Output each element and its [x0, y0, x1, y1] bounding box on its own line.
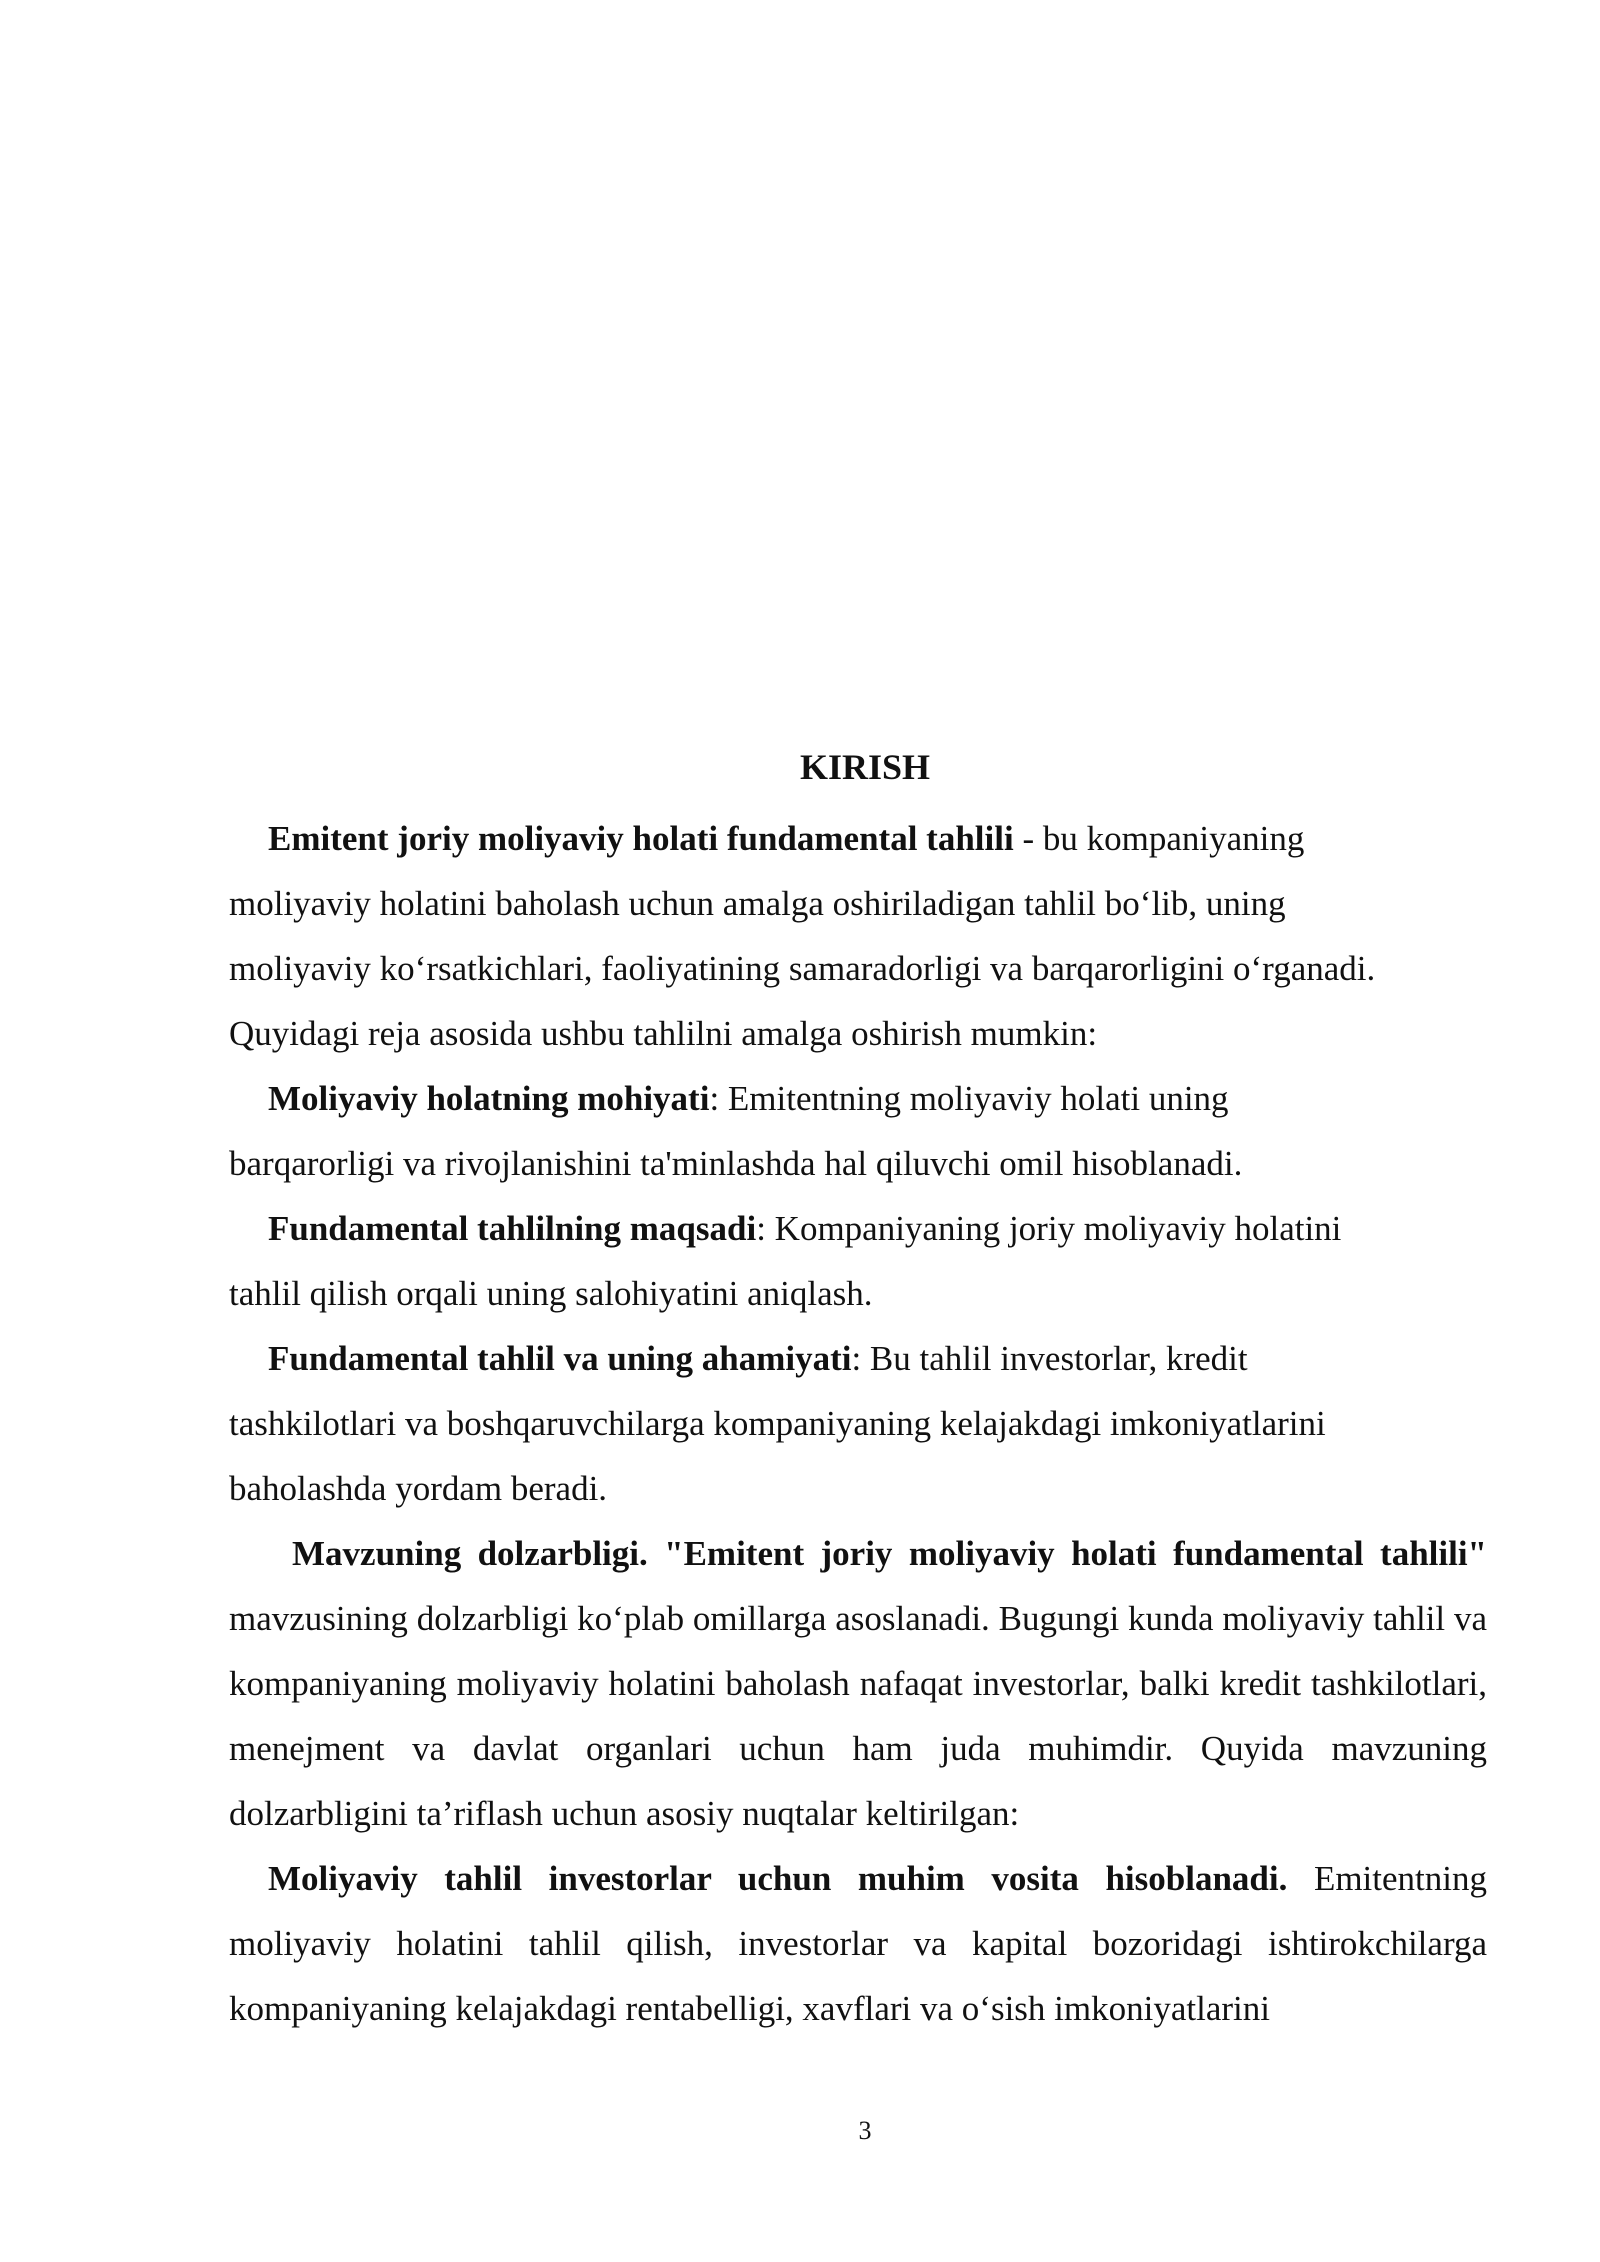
body-text: [229, 806, 1487, 2041]
paragraph-importance: [229, 1326, 1487, 1521]
paragraph-heading: Moliyaviy tahlil investorlar uchun muhim vosita hisoblanadi.: [268, 1859, 1288, 1898]
paragraph-definition: [229, 806, 1487, 1066]
paragraph-text: baholashda yordam beradi.: [229, 1469, 608, 1508]
paragraph-text: - bu kompaniyaning: [1013, 819, 1305, 858]
paragraph-heading: Fundamental tahlil va uning ahamiyati: [268, 1339, 852, 1378]
paragraph-heading: Moliyaviy holatning mohiyati: [268, 1079, 710, 1118]
paragraph-goal: [229, 1196, 1487, 1326]
paragraph-text: Quyidagi reja asosida ushbu tahlilni amalga oshirish mumkin:: [229, 1014, 1098, 1053]
paragraph-relevance: [229, 1521, 1487, 1846]
paragraph-text: Emitentning moliyaviy holatini tahlil qilish, investorlar va kapital bozoridagi ishtirokchilarga kompaniyaning kelajakdagi rentabelligi, xavflari va o‘sish imkoniyatlarini: [229, 1859, 1487, 2028]
paragraph-heading: Mavzuning dolzarbligi. "Emitent joriy moliyaviy holati fundamental tahlili": [292, 1534, 1487, 1573]
paragraph-text: moliyaviy ko‘rsatkichlari, faoliyatining samaradorligi va barqarorligini o‘rganadi.: [229, 949, 1376, 988]
paragraph-text: barqarorligi va rivojlanishini ta'minlashda hal qiluvchi omil hisoblanadi.: [229, 1144, 1243, 1183]
paragraph-text: : Kompaniyaning joriy moliyaviy holatini: [756, 1209, 1342, 1248]
paragraph-heading: Emitent joriy moliyaviy holati fundamental tahlili: [268, 819, 1014, 858]
paragraph-text: tashkilotlari va boshqaruvchilarga kompaniyaning kelajakdagi imkoniyatlarini: [229, 1404, 1326, 1443]
paragraph-essence: [229, 1066, 1487, 1196]
page-number: 3: [858, 2116, 872, 2145]
paragraph-text: mavzusining dolzarbligi ko‘plab omillarga asoslanadi. Bugungi kunda moliyaviy tahlil va kompaniyaning moliyaviy holatini baholash nafaqat investorlar, balki kredit tashkilotlari, menejment va davlat organlari uchun ham juda muhimdir. Quyida mavzuning dolzarbligini ta’riflash uchun asosiy nuqtalar keltirilgan:: [229, 1599, 1487, 1833]
paragraph-text: : Bu tahlil investorlar, kredit: [851, 1339, 1248, 1378]
paragraph-heading: Fundamental tahlilning maqsadi: [268, 1209, 757, 1248]
paragraph-investors: [229, 1846, 1487, 2041]
page-title: KIRISH: [799, 747, 931, 787]
paragraph-text: : Emitentning moliyaviy holati uning: [709, 1079, 1229, 1118]
paragraph-text: moliyaviy holatini baholash uchun amalga oshiriladigan tahlil bo‘lib, uning: [229, 884, 1286, 923]
paragraph-text: tahlil qilish orqali uning salohiyatini aniqlash.: [229, 1274, 873, 1313]
